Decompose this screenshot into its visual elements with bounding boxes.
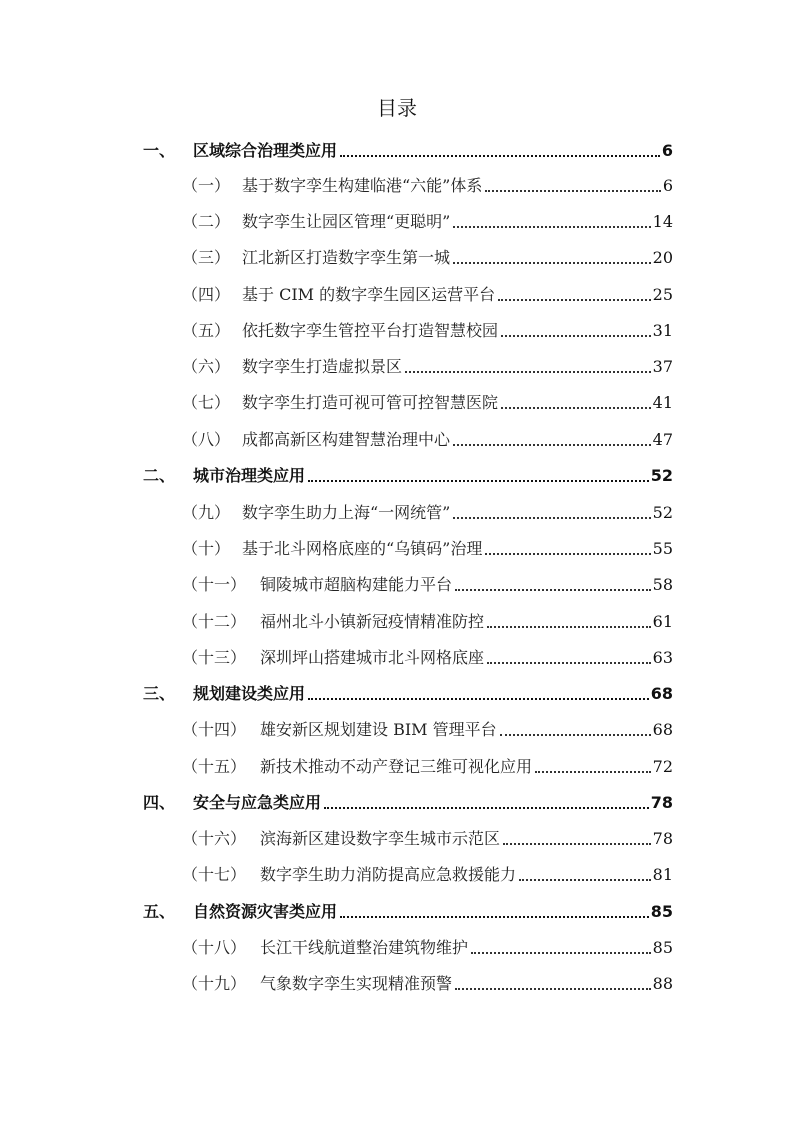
toc-entry-label: 长江干线航道整治建筑物维护: [260, 938, 469, 957]
toc-entry-number: 四、: [143, 793, 176, 812]
toc-entry-label: 自然资源灾害类应用: [193, 902, 338, 921]
toc-sub-entry[interactable]: [0, 718, 794, 742]
toc-page-number: 81: [652, 865, 673, 884]
toc-page-number: 20: [652, 248, 673, 267]
toc-entry-number: （八）: [182, 430, 231, 449]
toc-entry-number: （四）: [182, 285, 231, 304]
toc-page-number: 37: [652, 357, 673, 376]
toc-sub-entry[interactable]: [0, 573, 794, 597]
toc-page-number: 25: [652, 285, 673, 304]
toc-entry-number: （九）: [182, 503, 231, 522]
toc-entry-number: （五）: [182, 321, 231, 340]
toc-section-entry[interactable]: [0, 791, 794, 815]
toc-dot-leader: [308, 480, 649, 482]
toc-entry-number: （十一）: [182, 575, 247, 594]
toc-entry-label: 成都高新区构建智慧治理中心: [242, 430, 451, 449]
toc-dot-leader: [498, 299, 651, 301]
toc-entry-label: 深圳坪山搭建城市北斗网格底座: [260, 648, 485, 667]
toc-dot-leader: [485, 553, 650, 555]
toc-entry-number: （十八）: [182, 938, 247, 957]
toc-entry-number: 三、: [143, 684, 176, 703]
toc-dot-leader: [485, 190, 660, 192]
toc-sub-entry[interactable]: [0, 428, 794, 452]
toc-entry-label: 数字孪生助力消防提高应急救援能力: [260, 865, 517, 884]
toc-entry-label: 福州北斗小镇新冠疫情精准防控: [260, 612, 485, 631]
toc-section-entry[interactable]: [0, 464, 794, 488]
toc-dot-leader: [455, 988, 651, 990]
toc-entry-number: （十二）: [182, 612, 247, 631]
toc-sub-entry[interactable]: [0, 283, 794, 307]
toc-page-number: 6: [662, 176, 673, 195]
toc-entry-label: 基于数字孪生构建临港“六能”体系: [242, 176, 483, 195]
toc-entry-label: 数字孪生打造可视可管可控智慧医院: [242, 393, 499, 412]
toc-entry-label: 数字孪生打造虚拟景区: [242, 357, 403, 376]
page-title: 目录: [377, 96, 417, 120]
toc-page-number: 6: [661, 141, 673, 160]
toc-entry-label: 气象数字孪生实现精准预警: [260, 974, 453, 993]
toc-sub-entry[interactable]: [0, 501, 794, 525]
toc-sub-entry[interactable]: [0, 537, 794, 561]
toc-entry-label: 江北新区打造数字孪生第一城: [242, 248, 451, 267]
toc-page-number: 68: [652, 720, 673, 739]
toc-dot-leader: [503, 843, 651, 845]
toc-entry-number: 二、: [143, 466, 176, 485]
toc-page-number: 72: [652, 757, 673, 776]
toc-section-entry[interactable]: [0, 900, 794, 924]
toc-page-number: 85: [652, 938, 673, 957]
toc-sub-entry[interactable]: [0, 863, 794, 887]
toc-sub-entry[interactable]: [0, 610, 794, 634]
toc-sub-entry[interactable]: [0, 174, 794, 198]
toc-entry-label: 安全与应急类应用: [193, 793, 322, 812]
toc-entry-number: 一、: [143, 141, 176, 160]
toc-entry-label: 新技术推动不动产登记三维可视化应用: [260, 757, 533, 776]
toc-dot-leader: [308, 698, 649, 700]
toc-entry-number: （十四）: [182, 720, 247, 739]
toc-sub-entry[interactable]: [0, 391, 794, 415]
toc-dot-leader: [453, 517, 650, 519]
toc-page-number: 63: [652, 648, 673, 667]
toc-dot-leader: [453, 262, 651, 264]
toc-dot-leader: [324, 807, 649, 809]
toc-page-number: 52: [650, 466, 673, 485]
toc-page-number: 52: [652, 503, 673, 522]
toc-page-number: 47: [652, 430, 673, 449]
toc-sub-entry[interactable]: [0, 827, 794, 851]
toc-sub-entry[interactable]: [0, 936, 794, 960]
toc-dot-leader: [501, 335, 651, 337]
toc-entry-label: 雄安新区规划建设 BIM 管理平台: [260, 720, 497, 739]
toc-entry-label: 依托数字孪生管控平台打造智慧校园: [242, 321, 499, 340]
toc-dot-leader: [340, 155, 660, 157]
toc-entry-label: 数字孪生助力上海“一网统管”: [242, 503, 451, 522]
toc-dot-leader: [500, 734, 651, 736]
toc-entry-label: 滨海新区建设数字孪生城市示范区: [260, 829, 501, 848]
toc-entry-label: 城市治理类应用: [193, 466, 306, 485]
toc-page-number: 31: [652, 321, 673, 340]
toc-sub-entry[interactable]: [0, 210, 794, 234]
toc-dot-leader: [455, 589, 651, 591]
toc-entry-number: 五、: [143, 902, 176, 921]
toc-dot-leader: [487, 662, 651, 664]
toc-sub-entry[interactable]: [0, 246, 794, 270]
toc-dot-leader: [487, 626, 651, 628]
toc-section-entry[interactable]: [0, 682, 794, 706]
toc-entry-number: （七）: [182, 393, 231, 412]
toc-entry-label: 基于北斗网格底座的“乌镇码”治理: [242, 539, 483, 558]
toc-page-number: 58: [652, 575, 673, 594]
toc-entry-number: （六）: [182, 357, 231, 376]
toc-page-number: 85: [650, 902, 673, 921]
toc-entry-label: 区域综合治理类应用: [193, 141, 338, 160]
toc-entry-label: 铜陵城市超脑构建能力平台: [260, 575, 453, 594]
toc-sub-entry[interactable]: [0, 755, 794, 779]
toc-dot-leader: [405, 371, 651, 373]
toc-page-number: 78: [650, 793, 673, 812]
toc-sub-entry[interactable]: [0, 319, 794, 343]
toc-dot-leader: [535, 771, 651, 773]
toc-page-number: 88: [652, 974, 673, 993]
toc-page-number: 14: [652, 212, 673, 231]
toc-sub-entry[interactable]: [0, 355, 794, 379]
toc-entry-number: （十六）: [182, 829, 247, 848]
toc-page-number: 78: [652, 829, 673, 848]
toc-entry-number: （十七）: [182, 865, 247, 884]
toc-section-entry[interactable]: [0, 139, 794, 163]
toc-dot-leader: [519, 879, 651, 881]
toc-sub-entry[interactable]: [0, 646, 794, 670]
toc-page-number: 68: [650, 684, 673, 703]
toc-entry-number: （三）: [182, 248, 231, 267]
toc-dot-leader: [453, 444, 651, 446]
toc-page-number: 61: [652, 612, 673, 631]
toc-dot-leader: [501, 407, 651, 409]
toc-page-number: 55: [652, 539, 673, 558]
toc-dot-leader: [453, 226, 650, 228]
toc-entry-number: （一）: [182, 176, 231, 195]
toc-entry-number: （十九）: [182, 974, 247, 993]
toc-dot-leader: [471, 952, 651, 954]
toc-entry-number: （十）: [182, 539, 231, 558]
toc-entry-label: 基于 CIM 的数字孪生园区运营平台: [242, 285, 496, 304]
toc-entry-number: （十五）: [182, 757, 247, 776]
toc-entry-label: 数字孪生让园区管理“更聪明”: [242, 212, 451, 231]
toc-entry-number: （二）: [182, 212, 231, 231]
toc-sub-entry[interactable]: [0, 972, 794, 996]
toc-entry-label: 规划建设类应用: [193, 684, 306, 703]
toc-entry-number: （十三）: [182, 648, 247, 667]
toc-dot-leader: [340, 916, 649, 918]
toc-page-number: 41: [652, 393, 673, 412]
